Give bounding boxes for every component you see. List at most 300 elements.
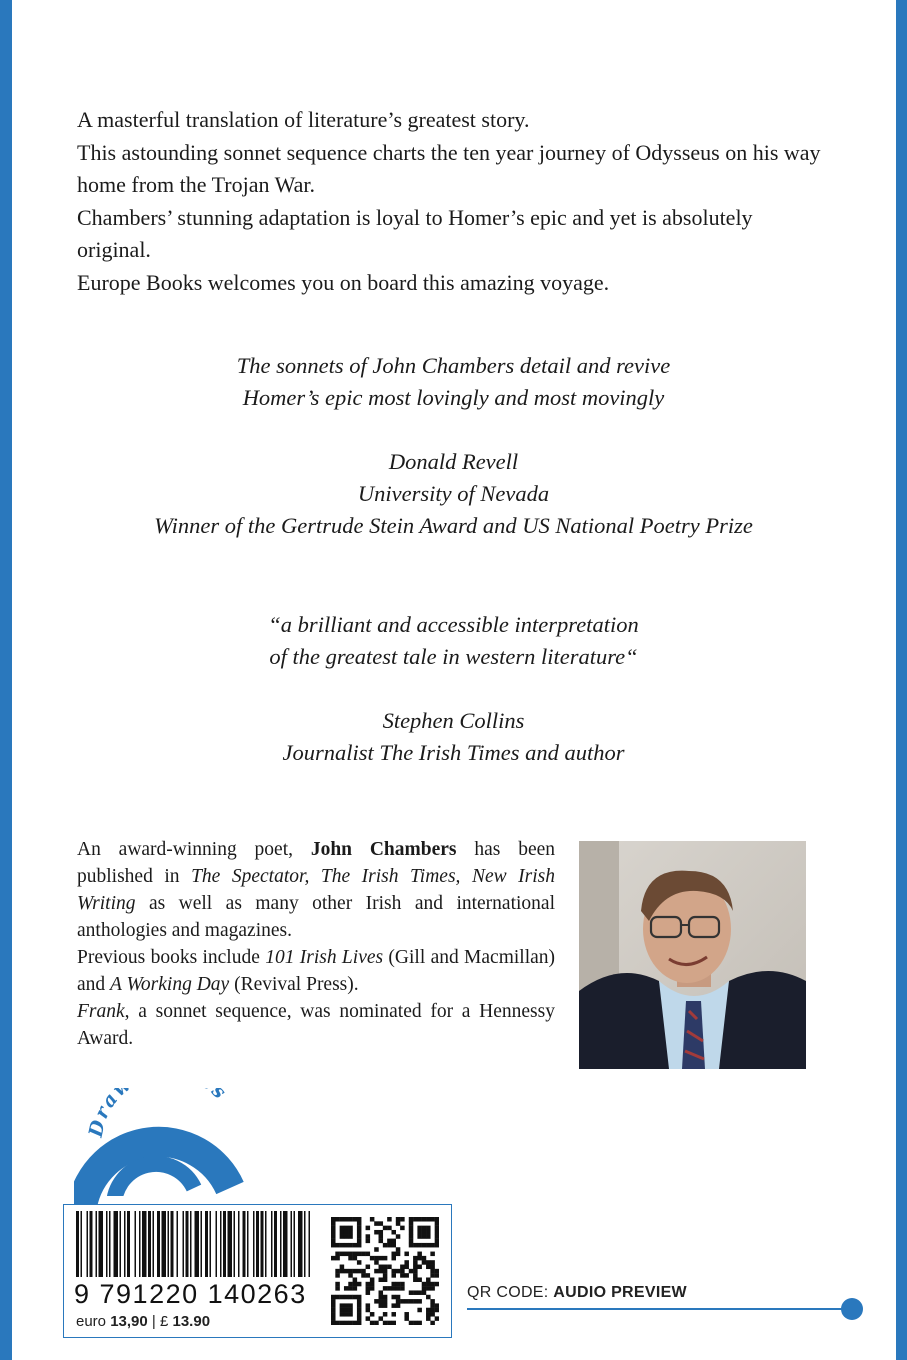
barcode-bar — [177, 1211, 179, 1277]
qr-module — [383, 1243, 388, 1248]
qr-finder-module — [331, 1239, 336, 1244]
qr-finder-module — [344, 1295, 349, 1300]
author-bio — [77, 836, 555, 1052]
qr-module — [379, 1299, 384, 1304]
qr-module — [430, 1308, 435, 1313]
qr-module — [435, 1282, 439, 1287]
barcode-bar — [283, 1211, 288, 1277]
qr-module — [340, 1252, 345, 1257]
review-quote-collins — [60, 609, 847, 769]
barcode-bar — [139, 1211, 141, 1277]
qr-finder-module — [331, 1230, 336, 1235]
qr-module — [344, 1269, 349, 1274]
blurb-line: This astounding sonnet sequence charts the ten year journey of Odysseus on his way home from the Trojan War. — [77, 139, 821, 197]
qr-finder-module — [357, 1316, 362, 1321]
qr-module — [422, 1256, 427, 1261]
qr-module — [435, 1316, 439, 1321]
qr-module — [391, 1303, 396, 1308]
barcode-bar — [274, 1211, 277, 1277]
qr-module — [417, 1308, 422, 1313]
qr-module — [396, 1286, 401, 1291]
barcode-bar — [76, 1211, 79, 1277]
qr-module — [396, 1282, 401, 1287]
qr-module — [357, 1252, 362, 1257]
barcode-bar — [294, 1211, 296, 1277]
qr-finder-module — [331, 1308, 336, 1313]
barcode-bar — [271, 1211, 273, 1277]
qr-module — [426, 1308, 431, 1313]
qr-finder-module — [348, 1243, 353, 1248]
qr-module — [417, 1265, 422, 1270]
qr-module — [404, 1312, 409, 1317]
qr-finder-module — [344, 1308, 349, 1313]
qr-module — [387, 1286, 392, 1291]
qr-module — [430, 1312, 435, 1317]
qr-module — [413, 1299, 418, 1304]
qr-module — [396, 1269, 401, 1274]
barcode-bar — [153, 1211, 155, 1277]
qr-finder-module — [340, 1243, 345, 1248]
barcode-bar — [157, 1211, 160, 1277]
review-quote-revell — [60, 350, 847, 542]
qr-module — [391, 1230, 396, 1235]
qr-module — [366, 1234, 371, 1239]
qr-module — [374, 1269, 379, 1274]
qr-module — [409, 1290, 414, 1295]
author-name: John Chambers — [310, 839, 457, 860]
qr-finder-module — [422, 1230, 427, 1235]
qr-module — [366, 1239, 371, 1244]
qr-finder-module — [357, 1308, 362, 1313]
qr-module — [400, 1269, 405, 1274]
qr-module — [435, 1269, 439, 1274]
barcode-bar — [195, 1211, 200, 1277]
barcode-bar — [127, 1211, 130, 1277]
qr-module — [374, 1256, 379, 1261]
qr-module — [370, 1217, 375, 1222]
qr-finder-module — [357, 1295, 362, 1300]
qr-module — [413, 1260, 418, 1265]
barcode-bar — [162, 1211, 167, 1277]
qr-module — [379, 1269, 384, 1274]
qr-module — [400, 1282, 405, 1287]
qr-finder-module — [422, 1217, 427, 1222]
qr-module — [361, 1273, 366, 1278]
qr-module — [391, 1252, 396, 1257]
qr-module — [400, 1226, 405, 1231]
qr-module — [353, 1277, 358, 1282]
qr-module — [430, 1265, 435, 1270]
qr-module — [413, 1265, 418, 1270]
qr-module — [383, 1256, 388, 1261]
barcode-bar — [201, 1211, 203, 1277]
barcode-bar — [309, 1211, 311, 1277]
blurb-line: A masterful translation of literature’s greatest story. — [77, 107, 530, 132]
barcode-bar — [243, 1211, 246, 1277]
qr-finder-module — [348, 1303, 353, 1308]
qr-module — [391, 1273, 396, 1278]
qr-module — [366, 1265, 371, 1270]
qr-module — [383, 1312, 388, 1317]
qr-finder-module — [417, 1230, 422, 1235]
qr-module — [409, 1321, 414, 1325]
qr-finder-module — [409, 1239, 414, 1244]
qr-finder-module — [357, 1217, 362, 1222]
qr-module — [335, 1273, 340, 1278]
qr-finder-module — [435, 1234, 439, 1239]
qr-module — [370, 1286, 375, 1291]
qr-module — [387, 1217, 392, 1222]
qr-finder-module — [340, 1226, 345, 1231]
qr-module — [335, 1269, 340, 1274]
barcode-bar — [99, 1211, 104, 1277]
qr-module — [413, 1269, 418, 1274]
qr-module — [409, 1269, 414, 1274]
qr-module — [435, 1308, 439, 1313]
qr-divider-line — [467, 1308, 847, 1310]
barcode-bar — [265, 1211, 267, 1277]
bio-paragraph: Previous books include 101 Irish Lives (Gill and Macmillan) and A Working Day (Revival Press). — [77, 947, 556, 995]
qr-finder-module — [353, 1217, 358, 1222]
qr-module — [404, 1273, 409, 1278]
qr-finder-module — [357, 1243, 362, 1248]
quote-text: The sonnets of John Chambers detail and revive — [236, 353, 671, 378]
qr-code-label: QR CODE: AUDIO PREVIEW — [467, 1284, 687, 1301]
qr-finder-module — [426, 1230, 431, 1235]
qr-finder-module — [344, 1217, 349, 1222]
qr-module — [383, 1303, 388, 1308]
book-blurb — [77, 104, 827, 299]
qr-finder-module — [348, 1234, 353, 1239]
qr-module — [413, 1273, 418, 1278]
qr-module — [366, 1273, 371, 1278]
qr-finder-module — [353, 1295, 358, 1300]
qr-module — [413, 1290, 418, 1295]
qr-finder-module — [344, 1303, 349, 1308]
qr-module — [353, 1252, 358, 1257]
qr-module — [413, 1321, 418, 1325]
qr-module — [348, 1252, 353, 1257]
qr-module — [404, 1252, 409, 1257]
qr-finder-module — [340, 1230, 345, 1235]
qr-module — [383, 1269, 388, 1274]
qr-module — [383, 1265, 388, 1270]
qr-finder-module — [340, 1321, 345, 1325]
qr-finder-module — [413, 1217, 418, 1222]
quote-author: Stephen Collins — [382, 708, 525, 733]
qr-finder-module — [426, 1243, 431, 1248]
qr-module — [348, 1286, 353, 1291]
qr-module — [366, 1316, 371, 1321]
qr-module — [404, 1265, 409, 1270]
qr-finder-module — [348, 1321, 353, 1325]
qr-finder-module — [409, 1221, 414, 1226]
qr-module — [387, 1321, 392, 1325]
qr-module — [340, 1265, 345, 1270]
qr-finder-module — [357, 1312, 362, 1317]
qr-finder-module — [357, 1230, 362, 1235]
qr-module — [348, 1282, 353, 1287]
qr-module — [379, 1234, 384, 1239]
qr-module — [335, 1286, 340, 1291]
qr-finder-module — [348, 1226, 353, 1231]
barcode-bar — [96, 1211, 98, 1277]
qr-finder-module — [422, 1226, 427, 1231]
qr-module — [370, 1321, 375, 1325]
qr-module — [387, 1226, 392, 1231]
qr-module — [357, 1260, 362, 1265]
qr-module — [396, 1303, 401, 1308]
qr-module — [344, 1252, 349, 1257]
barcode-bar — [81, 1211, 83, 1277]
qr-module — [430, 1299, 435, 1304]
qr-module — [430, 1282, 435, 1287]
qr-module — [422, 1290, 427, 1295]
blurb-line: Europe Books welcomes you on board this amazing voyage. — [77, 269, 610, 295]
qr-module — [430, 1260, 435, 1265]
qr-module — [370, 1277, 375, 1282]
qr-finder-module — [417, 1234, 422, 1239]
qr-finder-module — [331, 1221, 336, 1226]
qr-finder-module — [340, 1308, 345, 1313]
qr-module — [413, 1277, 418, 1282]
barcode-bar — [228, 1211, 233, 1277]
qr-module — [400, 1265, 405, 1270]
qr-module — [391, 1286, 396, 1291]
qr-module — [383, 1286, 388, 1291]
qr-module — [426, 1316, 431, 1321]
quote-author: Donald Revell — [388, 449, 519, 474]
qr-module — [374, 1221, 379, 1226]
qr-finder-module — [409, 1226, 414, 1231]
qr-module — [374, 1247, 379, 1252]
qr-module — [374, 1260, 379, 1265]
qr-module — [430, 1303, 435, 1308]
qr-module — [396, 1221, 401, 1226]
qr-module — [379, 1295, 384, 1300]
qr-module — [366, 1290, 371, 1295]
barcode-bar — [304, 1211, 306, 1277]
qr-module — [430, 1286, 435, 1291]
qr-finder-module — [344, 1312, 349, 1317]
qr-module — [353, 1286, 358, 1291]
qr-module — [396, 1217, 401, 1222]
qr-finder-module — [353, 1321, 358, 1325]
qr-finder-module — [331, 1226, 336, 1231]
qr-finder-module — [344, 1321, 349, 1325]
barcode-bar — [210, 1211, 212, 1277]
barcode-bar — [106, 1211, 108, 1277]
barcode — [74, 1211, 314, 1277]
barcode-bar — [234, 1211, 236, 1277]
qr-module — [379, 1290, 384, 1295]
barcode-bar — [171, 1211, 174, 1277]
qr-module — [387, 1243, 392, 1248]
qr-finder-module — [357, 1221, 362, 1226]
qr-module — [383, 1321, 388, 1325]
quote-text: of the greatest tale in western literature“ — [269, 644, 638, 669]
qr-module — [361, 1252, 366, 1257]
qr-module — [357, 1282, 362, 1287]
qr-module — [417, 1321, 422, 1325]
qr-module — [391, 1269, 396, 1274]
qr-finder-module — [357, 1226, 362, 1231]
qr-module — [387, 1239, 392, 1244]
barcode-bar — [298, 1211, 303, 1277]
qr-finder-module — [331, 1303, 336, 1308]
blurb-line: Chambers’ stunning adaptation is loyal to Homer’s epic and yet is absolutely original. — [77, 204, 753, 262]
qr-finder-module — [344, 1226, 349, 1231]
qr-module — [383, 1273, 388, 1278]
qr-finder-module — [344, 1230, 349, 1235]
logo-text: Dra s — [84, 1088, 232, 1140]
qr-module — [417, 1277, 422, 1282]
qr-module — [409, 1299, 414, 1304]
cover-left-edge — [0, 0, 12, 1360]
qr-module — [379, 1256, 384, 1261]
qr-finder-module — [417, 1243, 422, 1248]
qr-module — [426, 1265, 431, 1270]
qr-finder-module — [331, 1316, 336, 1321]
qr-finder-module — [435, 1243, 439, 1248]
qr-module — [379, 1239, 384, 1244]
qr-module — [374, 1230, 379, 1235]
qr-module — [391, 1243, 396, 1248]
qr-module — [370, 1312, 375, 1317]
barcode-bar — [87, 1211, 89, 1277]
qr-module — [404, 1260, 409, 1265]
qr-module — [400, 1217, 405, 1222]
qr-module — [357, 1269, 362, 1274]
quote-affiliation: Journalist The Irish Times and author — [282, 740, 625, 765]
quote-award: Winner of the Gertrude Stein Award and US National Poetry Prize — [154, 513, 753, 538]
qr-finder-module — [331, 1299, 336, 1304]
qr-module — [426, 1286, 431, 1291]
qr-bullet-dot — [841, 1298, 863, 1320]
qr-module — [426, 1312, 431, 1317]
qr-module — [400, 1273, 405, 1278]
qr-finder-module — [331, 1312, 336, 1317]
qr-finder-module — [331, 1217, 336, 1222]
qr-module — [426, 1295, 431, 1300]
barcode-bar — [183, 1211, 185, 1277]
qr-module — [340, 1269, 345, 1274]
qr-module — [430, 1321, 435, 1325]
barcode-bar — [247, 1211, 249, 1277]
qr-module — [396, 1299, 401, 1304]
qr-module — [417, 1252, 422, 1257]
barcode-bar — [148, 1211, 151, 1277]
qr-module — [348, 1256, 353, 1261]
qr-finder-module — [409, 1243, 414, 1248]
barcode-bar — [190, 1211, 192, 1277]
bio-paragraph: Frank, a sonnet sequence, was nominated for a Hennessy Award. — [77, 1001, 555, 1049]
qr-module — [417, 1299, 422, 1304]
qr-finder-module — [340, 1234, 345, 1239]
qr-finder-module — [344, 1234, 349, 1239]
qr-module — [374, 1299, 379, 1304]
isbn-number: 9 791220 140263 — [74, 1279, 307, 1309]
qr-module — [348, 1269, 353, 1274]
qr-module — [391, 1239, 396, 1244]
barcode-bar — [280, 1211, 282, 1277]
qr-module — [422, 1260, 427, 1265]
barcode-bar — [114, 1211, 119, 1277]
qr-finder-module — [348, 1308, 353, 1313]
qr-finder-module — [422, 1243, 427, 1248]
qr-module — [383, 1277, 388, 1282]
barcode-bar — [216, 1211, 218, 1277]
barcode-bar — [168, 1211, 170, 1277]
qr-code[interactable] — [331, 1217, 439, 1325]
barcode-bar — [186, 1211, 189, 1277]
qr-module — [426, 1260, 431, 1265]
qr-finder-module — [331, 1234, 336, 1239]
cover-right-edge — [896, 0, 907, 1360]
qr-module — [366, 1303, 371, 1308]
qr-module — [353, 1256, 358, 1261]
qr-finder-module — [413, 1243, 418, 1248]
qr-module — [379, 1230, 384, 1235]
qr-finder-module — [435, 1226, 439, 1231]
qr-finder-module — [426, 1234, 431, 1239]
qr-module — [361, 1269, 366, 1274]
qr-finder-module — [357, 1234, 362, 1239]
qr-module — [435, 1303, 439, 1308]
qr-module — [374, 1321, 379, 1325]
qr-module — [404, 1299, 409, 1304]
barcode-bar — [109, 1211, 111, 1277]
qr-module — [391, 1282, 396, 1287]
qr-module — [379, 1303, 384, 1308]
qr-module — [383, 1299, 388, 1304]
barcode-bar — [253, 1211, 255, 1277]
quote-text: “a brilliant and accessible interpretation — [268, 612, 639, 637]
barcode-bar — [124, 1211, 126, 1277]
barcode-bar — [291, 1211, 293, 1277]
price-label: euro 13,90 | £ 13.90 — [76, 1313, 211, 1330]
qr-module — [417, 1290, 422, 1295]
qr-finder-module — [430, 1243, 435, 1248]
qr-finder-module — [426, 1226, 431, 1231]
qr-module — [370, 1256, 375, 1261]
qr-module — [335, 1282, 340, 1287]
barcode-bar — [142, 1211, 147, 1277]
qr-finder-module — [335, 1295, 340, 1300]
qr-module — [430, 1252, 435, 1257]
qr-finder-module — [335, 1217, 340, 1222]
barcode-bar — [238, 1211, 240, 1277]
qr-finder-module — [348, 1312, 353, 1317]
qr-module — [422, 1286, 427, 1291]
qr-module — [344, 1286, 349, 1291]
qr-module — [366, 1282, 371, 1287]
qr-module — [413, 1256, 418, 1261]
qr-module — [396, 1295, 401, 1300]
qr-finder-module — [435, 1217, 439, 1222]
barcode-bar — [223, 1211, 226, 1277]
qr-module — [391, 1321, 396, 1325]
qr-module — [370, 1282, 375, 1287]
qr-finder-module — [335, 1321, 340, 1325]
qr-finder-module — [409, 1234, 414, 1239]
qr-module — [353, 1269, 358, 1274]
barcode-bar — [135, 1211, 137, 1277]
qr-finder-module — [340, 1295, 345, 1300]
qr-finder-module — [331, 1243, 336, 1248]
qr-module — [335, 1256, 340, 1261]
qr-module — [331, 1256, 336, 1261]
